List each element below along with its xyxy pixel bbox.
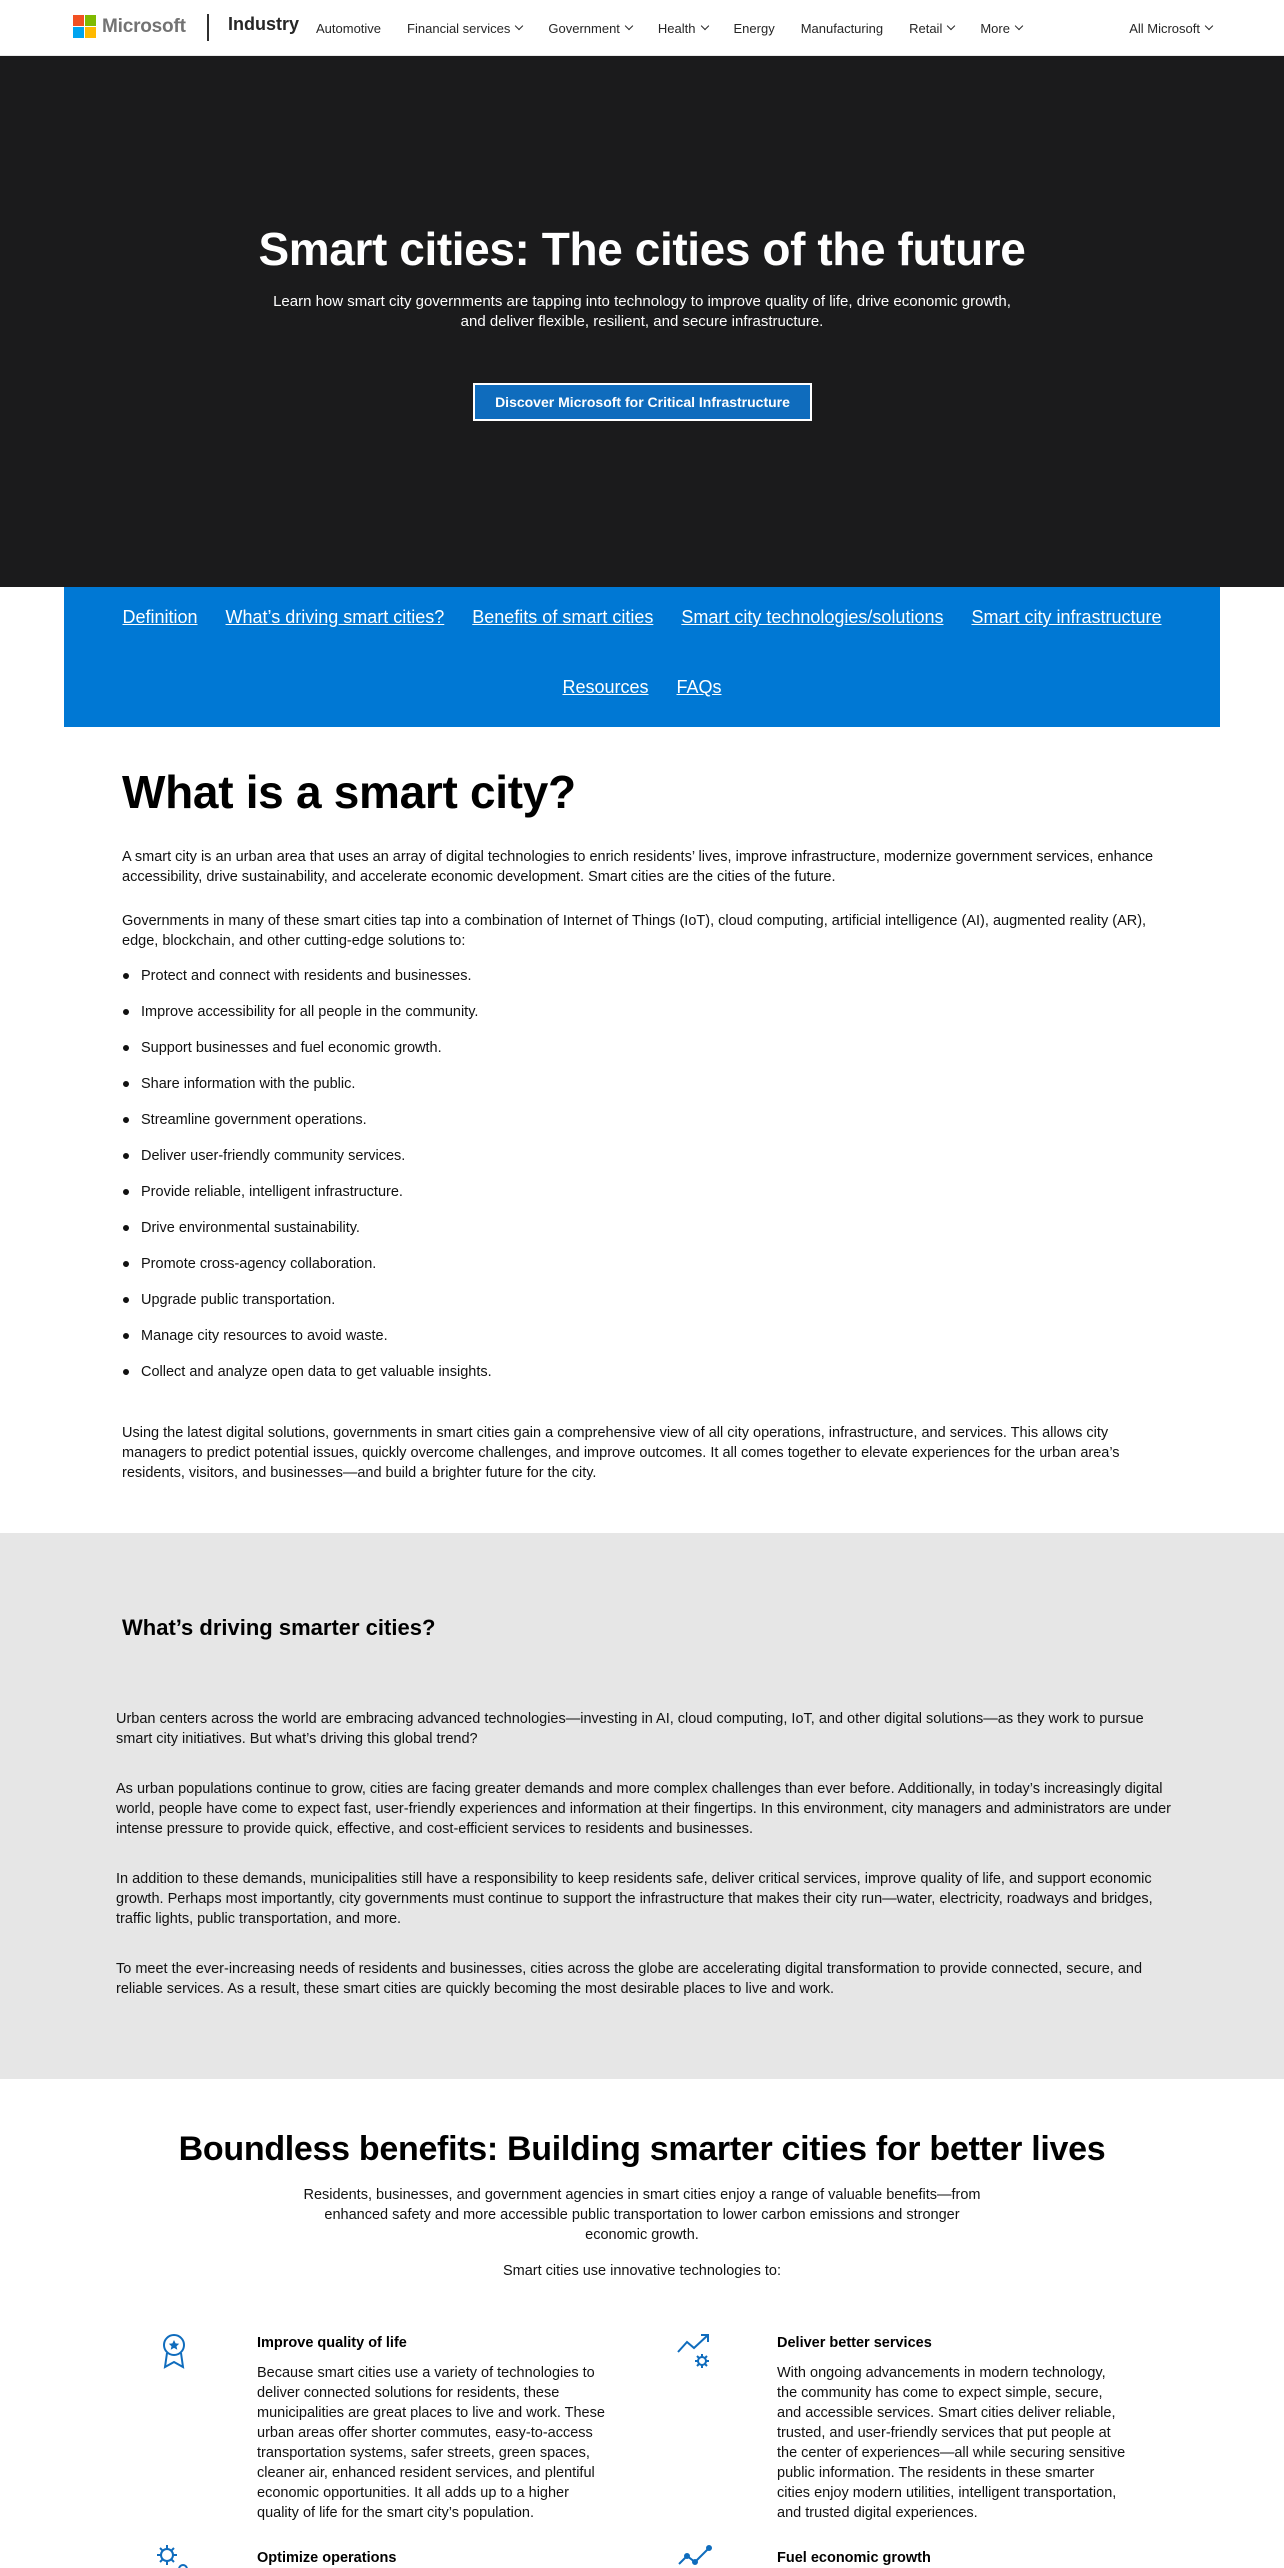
industry-link[interactable]: Industry (228, 14, 300, 34)
nav-divider (207, 14, 209, 41)
driving-paragraph: As urban populations continue to grow, cities are facing greater demands and more complex challenges than ever before. Additionally, in today’s increasingly digital world, people have come to expect fast, user-friendly experiences and information at their fingertips. In this environment, city managers and administrators are under intense pressure to provide quick, effective, and cost-efficient services to residents and businesses. (116, 1781, 1172, 1837)
definition-section (122, 765, 1162, 1481)
list-item: Deliver user-friendly community services. (122, 1146, 492, 1182)
nav-link-more[interactable] (980, 21, 1022, 36)
list-item: Collect and analyze open data to get valuable insights. (122, 1362, 492, 1398)
microsoft-logo[interactable] (73, 15, 186, 38)
benefits-lead: Smart cities use innovative technologies to: (502, 2263, 782, 2279)
driving-paragraph: Urban centers across the world are embracing advanced technologies—investing in AI, cloud computing, IoT, and other digital solutions—as they work to pursue smart city initiatives. But what’s driving this global trend? (116, 1711, 1144, 1747)
card-body: With ongoing advancements in modern technology, the community has come to expect simple, secure, and accessible services. Smart cities deliver reliable, trusted, and user-friendly services that put people at the center of experiences—all while securing sensitive public information. The residents in these smarter cities enjoy modern utilities, intelligent transportation, and trusted digital experiences. (777, 2365, 1126, 2521)
nav-link-label: Government (548, 20, 620, 36)
card-title: Deliver better services (777, 2335, 932, 2351)
driving-paragraph: To meet the ever-increasing needs of residents and businesses, cities across the globe are accelerating digital transformation to provide connected, secure, and reliable services. As a result, these smart cities are quickly becoming the most desirable places to live and work. (116, 1961, 1143, 1997)
anchor-faqs[interactable]: FAQs (676, 677, 722, 697)
driving-heading: What’s driving smarter cities? (122, 1615, 436, 1640)
chevron-down-icon (700, 22, 708, 30)
hero-subtitle: Learn how smart city governments are tapping into technology to improve quality of life, drive economic growth, and deliver flexible, resilient, and secure infrastructure. (273, 293, 1011, 330)
definition-paragraph: A smart city is an urban area that uses an array of digital technologies to enrich residents’ lives, improve infrastructure, modernize government services, enhance accessibility, drive sustainability, and accelerate economic development. Smart cities are the cities of the future. (122, 849, 1154, 885)
list-item: Streamline government operations. (122, 1110, 492, 1146)
list-item: Drive environmental sustainability. (122, 1218, 492, 1254)
anchor-definition[interactable]: Definition (122, 607, 198, 627)
nav-link-label: More (980, 20, 1010, 36)
definition-paragraph: Governments in many of these smart cities tap into a combination of Internet of Things (IoT), cloud computing, artificial intelligence (AI), augmented reality (AR), edge, blockchain, and other cutting-edge solutions to: (122, 913, 1147, 949)
all-microsoft-menu[interactable] (1129, 0, 1212, 56)
gears-icon (154, 2540, 194, 2568)
chevron-down-icon (625, 22, 633, 30)
growth-chart-icon (675, 2540, 715, 2568)
all-microsoft-label: All Microsoft (1129, 20, 1200, 36)
anchor-benefits[interactable]: Benefits of smart cities (472, 607, 654, 627)
hero-banner (0, 56, 1284, 587)
nav-link-label: Retail (909, 20, 943, 36)
nav-link-label: Energy (733, 20, 775, 36)
list-item: Manage city resources to avoid waste. (122, 1326, 492, 1362)
list-item: Share information with the public. (122, 1074, 492, 1110)
chevron-down-icon (947, 22, 955, 30)
in-page-anchor-nav (64, 587, 1220, 727)
card-body: Because smart cities use a variety of technologies to deliver connected solutions for residents, these municipalities are great places to live and work. These urban areas offer shorter commutes, easy-to-access transportation systems, safer streets, green spaces, cleaner air, enhanced resident services, and plentiful economic opportunities. It all adds up to a higher quality of life for the smart city’s population. (257, 2365, 605, 2521)
nav-link-financial-services[interactable] (407, 21, 522, 36)
chevron-down-icon (515, 22, 523, 30)
anchor-infrastructure[interactable]: Smart city infrastructure (971, 607, 1162, 627)
anchor-row (64, 607, 1220, 628)
microsoft-wordmark: Microsoft (102, 15, 186, 37)
benefits-list (122, 966, 492, 1398)
nav-link-health[interactable] (658, 21, 708, 36)
chevron-down-icon (1205, 22, 1213, 30)
nav-link-label: Financial services (407, 20, 511, 36)
nav-link-automotive[interactable] (316, 21, 381, 36)
nav-link-label: Manufacturing (800, 20, 884, 36)
benefits-intro: Residents, businesses, and government agencies in smart cities enjoy a range of valuable benefits—from enhanced safety and more accessible public transportation to lower carbon emissions and stronger economic growth. (303, 2187, 981, 2243)
card-title: Fuel economic growth (777, 2550, 931, 2566)
driving-section (0, 1533, 1284, 2079)
microsoft-logo-icon (73, 15, 96, 38)
top-navigation (0, 0, 1284, 56)
nav-links (316, 0, 1048, 56)
definition-heading: What is a smart city? (122, 766, 576, 818)
nav-link-label: Health (657, 20, 696, 36)
driving-paragraph: In addition to these demands, municipalities still have a responsibility to keep residents safe, deliver critical services, improve quality of life, and support economic growth. Perhaps most importantly, city governments must continue to support the infrastructure that makes their city run—water, electricity, roadways and bridges, traffic lights, public transportation, and more. (116, 1871, 1153, 1927)
list-item: Provide reliable, intelligent infrastructure. (122, 1182, 492, 1218)
page-title: Smart cities: The cities of the future (258, 223, 1026, 275)
list-item: Improve accessibility for all people in the community. (122, 1002, 492, 1038)
nav-link-retail[interactable] (909, 21, 954, 36)
trend-gear-icon (675, 2330, 715, 2370)
list-item: Promote cross-agency collaboration. (122, 1254, 492, 1290)
card-title: Improve quality of life (257, 2335, 407, 2351)
nav-link-label: Automotive (316, 20, 382, 36)
anchor-resources[interactable]: Resources (562, 677, 649, 697)
card-title: Optimize operations (257, 2550, 397, 2566)
anchor-whats-driving[interactable]: What’s driving smart cities? (225, 607, 445, 627)
award-ribbon-icon (154, 2330, 194, 2370)
nav-link-manufacturing[interactable] (801, 21, 883, 36)
list-item: Protect and connect with residents and businesses. (122, 966, 492, 1002)
anchor-technologies[interactable]: Smart city technologies/solutions (681, 607, 944, 627)
discover-critical-infrastructure-button[interactable]: Discover Microsoft for Critical Infrastructure (473, 383, 812, 421)
benefits-heading: Boundless benefits: Building smarter cities for better lives (178, 2130, 1106, 2168)
list-item: Support businesses and fuel economic growth. (122, 1038, 492, 1074)
nav-link-energy[interactable] (734, 21, 775, 36)
anchor-row (64, 677, 1220, 698)
list-item: Upgrade public transportation. (122, 1290, 492, 1326)
nav-link-government[interactable] (548, 21, 632, 36)
definition-paragraph: Using the latest digital solutions, governments in smart cities gain a comprehensive view of all city operations, infrastructure, and services. This allows city managers to predict potential issues, quickly overcome challenges, and improve outcomes. It all comes together to elevate experiences for the urban area’s residents, visitors, and businesses—and build a brighter future for the city. (122, 1425, 1120, 1481)
chevron-down-icon (1015, 22, 1023, 30)
